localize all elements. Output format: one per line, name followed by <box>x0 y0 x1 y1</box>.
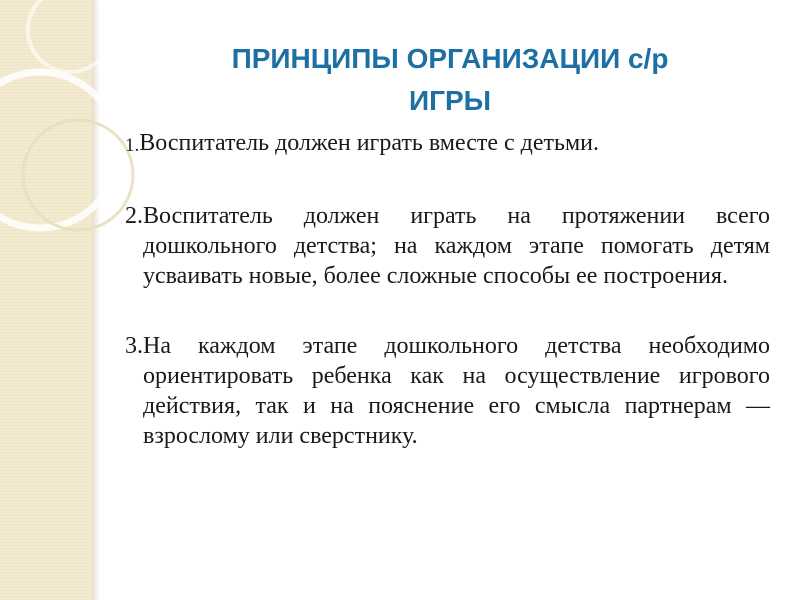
decorative-circle-large <box>0 72 118 228</box>
list-item-number: 1. <box>125 135 140 156</box>
slide-title-line-1: ПРИНЦИПЫ ОРГАНИЗАЦИИ с/р <box>231 43 669 74</box>
list-item-number: 2. <box>125 203 143 229</box>
list-item-text: Воспитатель должен играть вместе с детьми. <box>139 130 599 156</box>
list-item-text: На каждом этапе дошкольного детства необходимо ориентировать ребенка как на осуществление игрового действия, так и на пояснение его смысла партнерам — взрослому или сверстнику. <box>143 333 770 449</box>
list-item-number: 3. <box>125 333 143 359</box>
principles-list <box>125 128 770 491</box>
list-item <box>125 201 770 291</box>
list-item <box>125 128 770 161</box>
list-item-text: Воспитатель должен играть на протяжении всего дошкольного детства; на каждом этапе помогать детям усваивать новые, более сложные способы ее построения. <box>143 203 770 289</box>
slide-title-line-2: ИГРЫ <box>408 85 492 116</box>
list-item <box>125 331 770 451</box>
slide-title <box>150 38 750 122</box>
decorative-circle-top <box>28 0 112 72</box>
